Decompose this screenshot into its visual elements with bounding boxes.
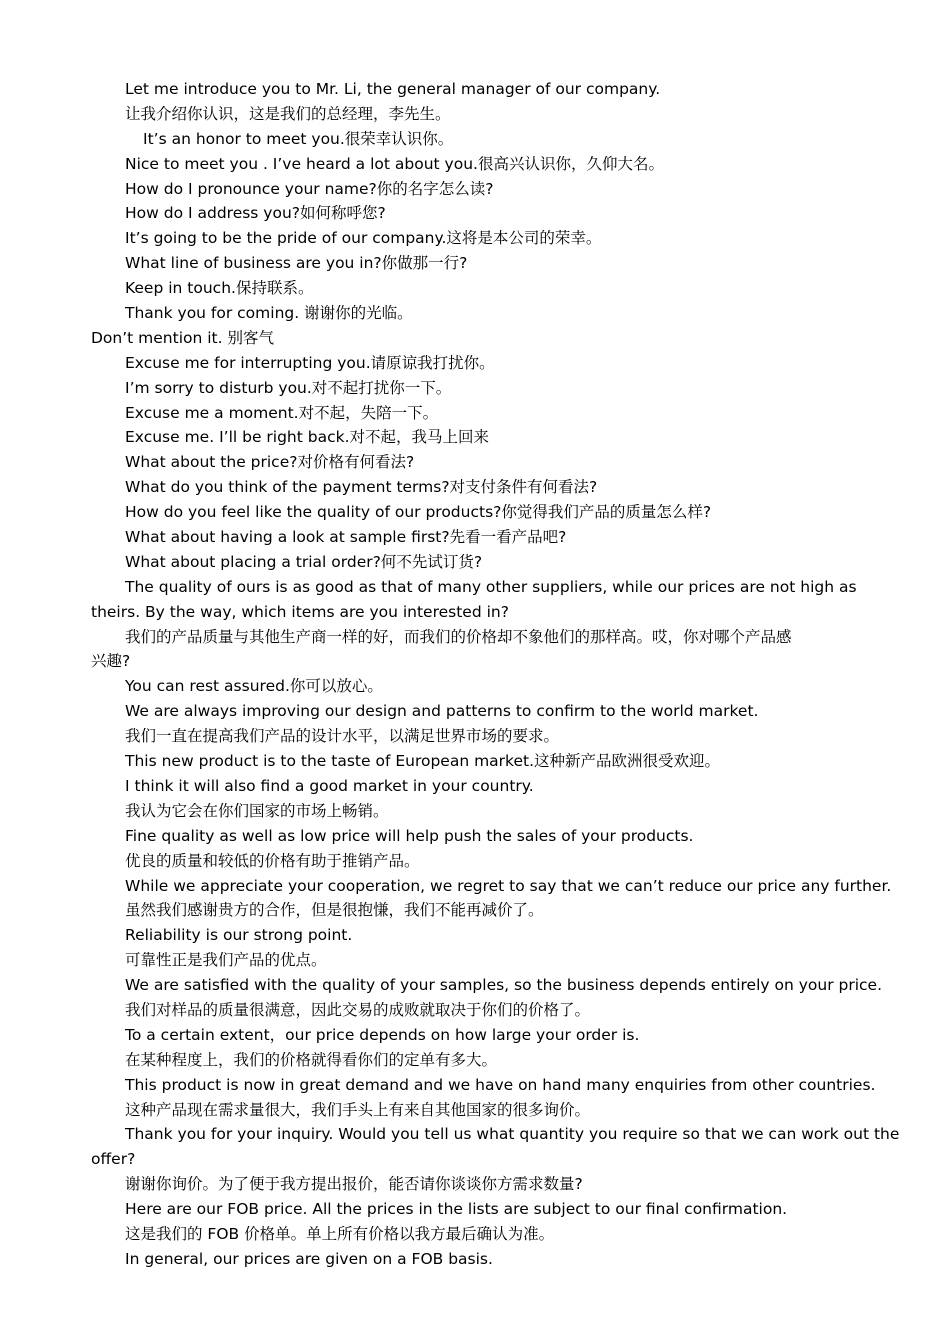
text-line: How do I address you?如何称呼您? <box>125 204 386 223</box>
text-line: You can rest assured.你可以放心。 <box>125 677 383 696</box>
text-line: To a certain extent，our price depends on how large your order is. <box>125 1025 640 1044</box>
text-line: 优良的质量和较低的价格有助于推销产品。 <box>125 851 420 870</box>
text-line: 谢谢你询价。为了便于我方提出报价，能否请你谈谈你方需求数量? <box>125 1175 583 1194</box>
text-line: In general, our prices are given on a FOB basis. <box>125 1249 493 1268</box>
text-line: What about placing a trial order?何不先试订货? <box>125 552 483 571</box>
text-line: What about having a look at sample first?先看一看产品吧? <box>125 528 567 547</box>
text-line: It’s an honor to meet you.很荣幸认识你。 <box>143 129 454 148</box>
text-line: 我们一直在提高我们产品的设计水平，以满足世界市场的要求。 <box>125 727 560 746</box>
text-line: 兴趣? <box>91 652 131 671</box>
text-line: 我们对样品的质量很满意，因此交易的成败就取决于你们的价格了。 <box>125 1000 591 1019</box>
text-line: It’s going to be the pride of our company.这将是本公司的荣幸。 <box>125 229 602 248</box>
text-line: 让我介绍你认识，这是我们的总经理，李先生。 <box>125 104 451 123</box>
text-line: This new product is to the taste of European market.这种新产品欧洲很受欢迎。 <box>125 752 721 771</box>
text-line: 虽然我们感谢贵方的合作，但是很抱慊，我们不能再减价了。 <box>125 901 544 920</box>
text-line: We are satisfied with the quality of your samples, so the business depends entirely on your price. <box>125 976 883 995</box>
text-line: 这种产品现在需求量很大，我们手头上有来自其他国家的很多询价。 <box>125 1100 591 1119</box>
text-line: What about the price?对价格有何看法? <box>125 453 415 472</box>
text-line: This product is now in great demand and we have on hand many enquiries from other countries. <box>125 1075 876 1094</box>
text-line: Excuse me for interrupting you.请原谅我打扰你。 <box>125 353 495 372</box>
text-line: 我们的产品质量与其他生产商一样的好，而我们的价格却不象他们的那样高。哎，你对哪个产品感 <box>125 627 792 646</box>
text-line: Keep in touch.保持联系。 <box>125 279 314 298</box>
text-line: Thank you for coming. 谢谢你的光临。 <box>125 304 413 323</box>
text-line: Fine quality as well as low price will help push the sales of your products. <box>125 826 694 845</box>
text-line: We are always improving our design and patterns to confirm to the world market. <box>125 702 759 721</box>
text-line: Here are our FOB price. All the prices in the lists are subject to our final confirmation. <box>125 1200 788 1219</box>
text-line: What line of business are you in?你做那一行? <box>125 254 468 273</box>
text-line: Excuse me. I’ll be right back.对不起，我马上回来 <box>125 428 490 447</box>
text-line: While we appreciate your cooperation, we regret to say that we can’t reduce our price any further. <box>125 876 892 895</box>
text-line: Excuse me a moment.对不起，失陪一下。 <box>125 403 439 422</box>
text-line: Thank you for your inquiry. Would you tell us what quantity you require so that we can work out the <box>125 1125 900 1144</box>
text-line: Reliability is our strong point. <box>125 926 353 945</box>
text-line: 我认为它会在你们国家的市场上畅销。 <box>125 801 389 820</box>
text-line: 可靠性正是我们产品的优点。 <box>125 951 327 970</box>
text-line: I’m sorry to disturb you.对不起打扰你一下。 <box>125 378 452 397</box>
text-line: offer? <box>91 1150 136 1169</box>
text-line: How do I pronounce your name?你的名字怎么读? <box>125 179 494 198</box>
text-line: I think it will also find a good market in your country. <box>125 776 534 795</box>
text-line: Nice to meet you . I’ve heard a lot about you.很高兴认识你，久仰大名。 <box>125 154 664 173</box>
text-line: How do you feel like the quality of our products?你觉得我们产品的质量怎么样? <box>125 503 712 522</box>
text-line: The quality of ours is as good as that of many other suppliers, while our prices are not high as <box>125 577 857 596</box>
text-line: 在某种程度上，我们的价格就得看你们的定单有多大。 <box>125 1050 498 1069</box>
text-line: Let me introduce you to Mr. Li, the general manager of our company. <box>125 80 661 98</box>
document-body <box>91 77 900 1272</box>
text-line: Don’t mention it. 别客气 <box>91 328 274 347</box>
text-line: theirs. By the way, which items are you interested in? <box>91 602 509 621</box>
text-line: What do you think of the payment terms?对支付条件有何看法? <box>125 478 598 497</box>
text-line: 这是我们的 FOB 价格单。单上所有价格以我方最后确认为准。 <box>125 1224 555 1243</box>
